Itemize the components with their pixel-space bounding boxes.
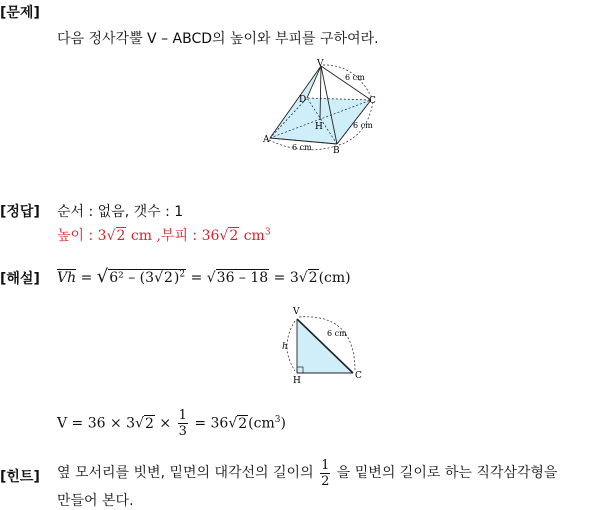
height-coef: 3: [97, 228, 107, 244]
frac-num: 1: [178, 408, 187, 424]
volume-radicand: 2: [229, 228, 239, 244]
answer-line2: 높이 : 3√2 cm ,부피 : 36√2 $cm^3$: [57, 227, 271, 244]
eq-sign-1: =: [80, 270, 93, 286]
eq-sign-2: =: [190, 270, 203, 286]
answer-sep: ,: [156, 228, 161, 244]
problem-text: 다음 정사각뿔 V – ABCD의 높이와 부피를 구하여라.: [57, 31, 379, 47]
frac-den: 3: [178, 424, 187, 440]
hint-line2: 만들어 본다.: [57, 493, 134, 509]
unit-cm3-close: ): [280, 415, 286, 432]
edge-vc: [321, 66, 371, 100]
close-paren: ): [173, 270, 180, 286]
height-radicand: 2: [116, 228, 126, 244]
arc-vh: [287, 321, 295, 371]
fraction-one-third: [178, 408, 188, 439]
fraction-one-half: [320, 458, 330, 489]
unit-cm: (cm): [318, 270, 351, 286]
volume-unit-exp: 3: [264, 227, 271, 238]
height-unit: cm: [130, 228, 153, 244]
volume-formula: V = 36 × 3√2 × $\frac{1}{3}$ = $36√2(cm^3)$: [57, 408, 286, 440]
volume-unit: cm: [243, 228, 265, 244]
edge-vd: [307, 66, 321, 98]
volume-label: 부피 :: [160, 228, 198, 244]
inner-radicand-a: 2: [163, 270, 173, 286]
label-v: V: [317, 59, 324, 69]
label-a: A: [263, 135, 270, 145]
times-sign: ×: [159, 415, 172, 432]
eq-sign-4: = 36: [194, 415, 229, 432]
label-b: B: [333, 146, 340, 154]
tri-label-height: h: [282, 342, 288, 352]
square-exp: 2: [179, 269, 186, 280]
height-label: 높이 :: [57, 228, 94, 244]
answer-line1: 순서 : 없음, 갯수 : 1: [57, 204, 184, 220]
radicand-diff: 36 – 18: [216, 270, 269, 286]
unit-cm3-exp: 3: [274, 415, 281, 425]
tri-label-h: H: [293, 376, 301, 385]
vol-radicand-d: 2: [238, 415, 248, 432]
tri-label-v: V: [293, 307, 300, 317]
hint-frac-num: 1: [321, 457, 330, 473]
vh-segment: $\overline{Vh}$: [57, 270, 77, 286]
six-sq-term: 6² – (3: [109, 270, 155, 286]
label-c: C: [369, 96, 376, 106]
vol-lhs: V = 36 × 3: [57, 415, 136, 432]
hint-text-b: 을 밑변의 길이로 하는 직각삼각형을: [336, 465, 558, 481]
tri-label-6cm: 6 cm: [327, 329, 347, 338]
volume-coef: 36: [201, 228, 220, 244]
outer-radicand: $6^2 - (3√2)^2$: [109, 269, 186, 286]
inner-radicand-b: 2: [308, 270, 318, 286]
hint-text-a: 옆 모서리를 빗변, 밑면의 대각선의 길이의: [57, 465, 314, 481]
explanation-eq1: $\overline{Vh} = √6^2 - (3√2)^2 = √36 - 18 = 3√2(cm)$: [57, 266, 351, 287]
label-6cm-vc: 6 cm: [345, 73, 365, 82]
label-6cm-ab: 6 cm: [292, 143, 312, 152]
hint-line1: [57, 456, 557, 490]
vol-radicand-c: 2: [145, 415, 154, 432]
pyramid-figure: [255, 58, 385, 154]
label-h: H: [315, 122, 323, 132]
tri-label-c: C: [355, 371, 362, 381]
answer-label: [정답]: [0, 204, 40, 220]
unit-cm3-open: (cm: [248, 415, 275, 432]
eq-sign-3: = 3: [273, 270, 299, 286]
hint-label: [힌트]: [0, 469, 40, 485]
triangle-figure: [275, 303, 375, 385]
label-d: D: [299, 95, 307, 105]
explanation-label: [해설]: [0, 271, 40, 287]
hint-frac-den: 2: [321, 473, 330, 489]
problem-label: [문제]: [0, 5, 40, 21]
label-6cm-bc: 6 cm: [353, 121, 373, 130]
